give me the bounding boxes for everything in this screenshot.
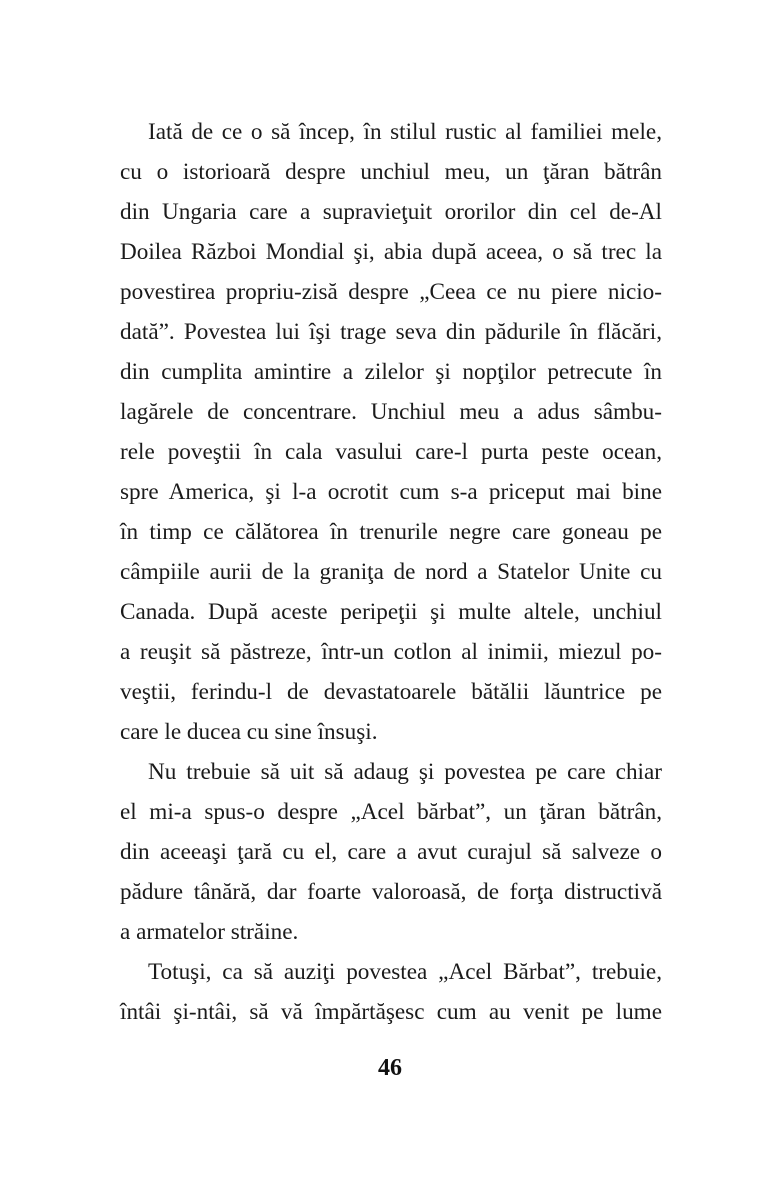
text-line: pădure tânără, dar foarte valoroasă, de forţa distructivă — [120, 879, 662, 905]
text-line: din cumplita amintire a zilelor şi nopţilor petrecute în — [120, 359, 662, 385]
text-line: Totuşi, ca să auziţi povestea „Acel Bărbat”, trebuie, — [148, 959, 662, 985]
text-line: care le ducea cu sine însuşi. — [120, 719, 378, 745]
text-line: cu o istorioară despre unchiul meu, un ţăran bătrân — [120, 159, 662, 185]
text-line: întâi şi-ntâi, să vă împărtăşesc cum au venit pe lume — [120, 999, 662, 1025]
text-line: spre America, şi l-a ocrotit cum s-a priceput mai bine — [120, 479, 662, 505]
text-line: povestirea propriu-zisă despre „Ceea ce nu piere nicio- — [120, 279, 662, 305]
text-line: din Ungaria care a supravieţuit ororilor din cel de-Al — [120, 199, 662, 225]
text-line: câmpiile aurii de la graniţa de nord a Statelor Unite cu — [120, 559, 662, 585]
text-line: din aceeaşi ţară cu el, care a avut curajul să salveze o — [120, 839, 662, 865]
text-line: dată”. Povestea lui îşi trage seva din pădurile în flăcări, — [120, 319, 662, 345]
text-line: el mi-a spus-o despre „Acel bărbat”, un ţăran bătrân, — [120, 799, 662, 825]
text-line: a armatelor străine. — [120, 919, 299, 945]
text-line: Canada. După aceste peripeţii şi multe altele, unchiul — [120, 599, 662, 625]
text-line: rele poveştii în cala vasului care-l purta peste ocean, — [120, 439, 662, 465]
text-line: Doilea Război Mondial şi, abia după aceea, o să trec la — [120, 239, 662, 265]
text-line: Iată de ce o să încep, în stilul rustic al familiei mele, — [148, 119, 662, 145]
page-number: 46 — [378, 1055, 402, 1081]
text-line: Nu trebuie să uit să adaug şi povestea pe care chiar — [148, 759, 662, 785]
body-text — [120, 112, 662, 1032]
text-line: a reuşit să păstreze, într-un cotlon al inimii, miezul po- — [120, 639, 662, 665]
text-line: veştii, ferindu-l de devastatoarele bătălii lăuntrice pe — [120, 679, 662, 705]
text-line: lagărele de concentrare. Unchiul meu a adus sâmbu- — [120, 399, 662, 425]
text-line: în timp ce călătorea în trenurile negre care goneau pe — [120, 519, 662, 545]
